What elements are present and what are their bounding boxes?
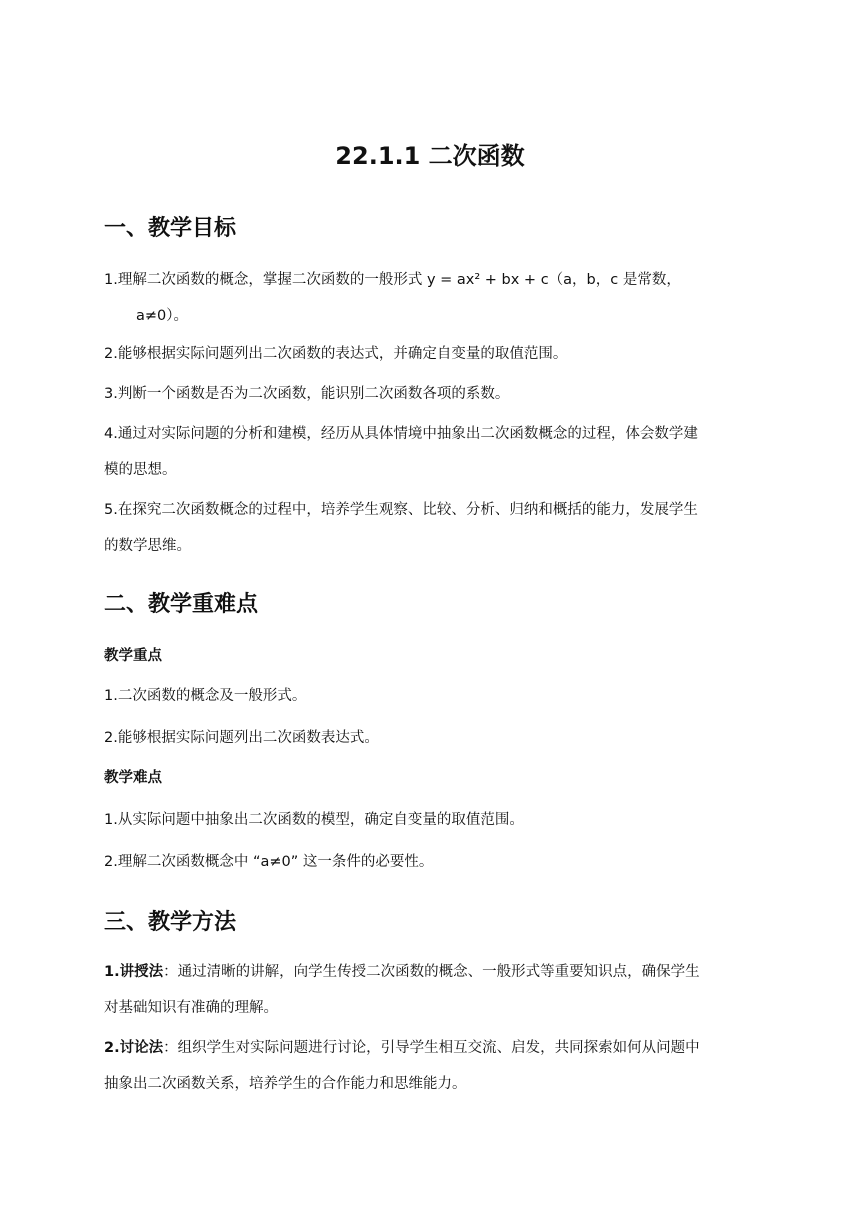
objective-line: 模的思想。 (104, 462, 177, 478)
method-text: ：组织学生对实际问题进行讨论，引导学生相互交流、启发，共同探索如何从问题中 (163, 1040, 700, 1056)
section-heading-methods: 三、教学方法 (104, 910, 237, 935)
objective-line: 4.通过对实际问题的分析和建模，经历从具体情境中抽象出二次函数概念的过程，体会数学建 (104, 426, 698, 442)
subheading-key: 教学重点 (104, 648, 162, 664)
objective-line: 3.判断一个函数是否为二次函数，能识别二次函数各项的系数。 (104, 386, 510, 402)
difficult-point-line: 2.理解二次函数概念中 “a≠0” 这一条件的必要性。 (104, 854, 434, 870)
section-heading-objectives: 一、教学目标 (104, 216, 237, 241)
method-label: 2.讨论法 (104, 1040, 164, 1056)
objective-line: 的数学思维。 (104, 538, 191, 554)
key-point-line: 2.能够根据实际问题列出二次函数表达式。 (104, 730, 379, 746)
method-line (104, 954, 756, 990)
subheading-difficult: 教学难点 (104, 770, 162, 786)
difficult-point-line: 1.从实际问题中抽象出二次函数的模型，确定自变量的取值范围。 (104, 812, 524, 828)
objective-line: 1.理解二次函数的概念，掌握二次函数的一般形式 y = ax² + bx + c（a，b，c 是常数， (104, 272, 681, 288)
key-point-line: 1.二次函数的概念及一般形式。 (104, 688, 307, 704)
method-line (104, 1030, 756, 1066)
method-line: 抽象出二次函数关系，培养学生的合作能力和思维能力。 (104, 1076, 467, 1092)
document-title: 22.1.1 二次函数 (335, 142, 525, 170)
method-text: ：通过清晰的讲解，向学生传授二次函数的概念、一般形式等重要知识点，确保学生 (163, 964, 700, 980)
objective-line: a≠0）。 (136, 308, 189, 324)
method-line: 对基础知识有准确的理解。 (104, 1000, 278, 1016)
objective-line: 2.能够根据实际问题列出二次函数的表达式，并确定自变量的取值范围。 (104, 346, 568, 362)
objective-line: 5.在探究二次函数概念的过程中，培养学生观察、比较、分析、归纳和概括的能力，发展学生 (104, 502, 698, 518)
method-label: 1.讲授法 (104, 964, 164, 980)
section-heading-key-points: 二、教学重难点 (104, 592, 259, 617)
